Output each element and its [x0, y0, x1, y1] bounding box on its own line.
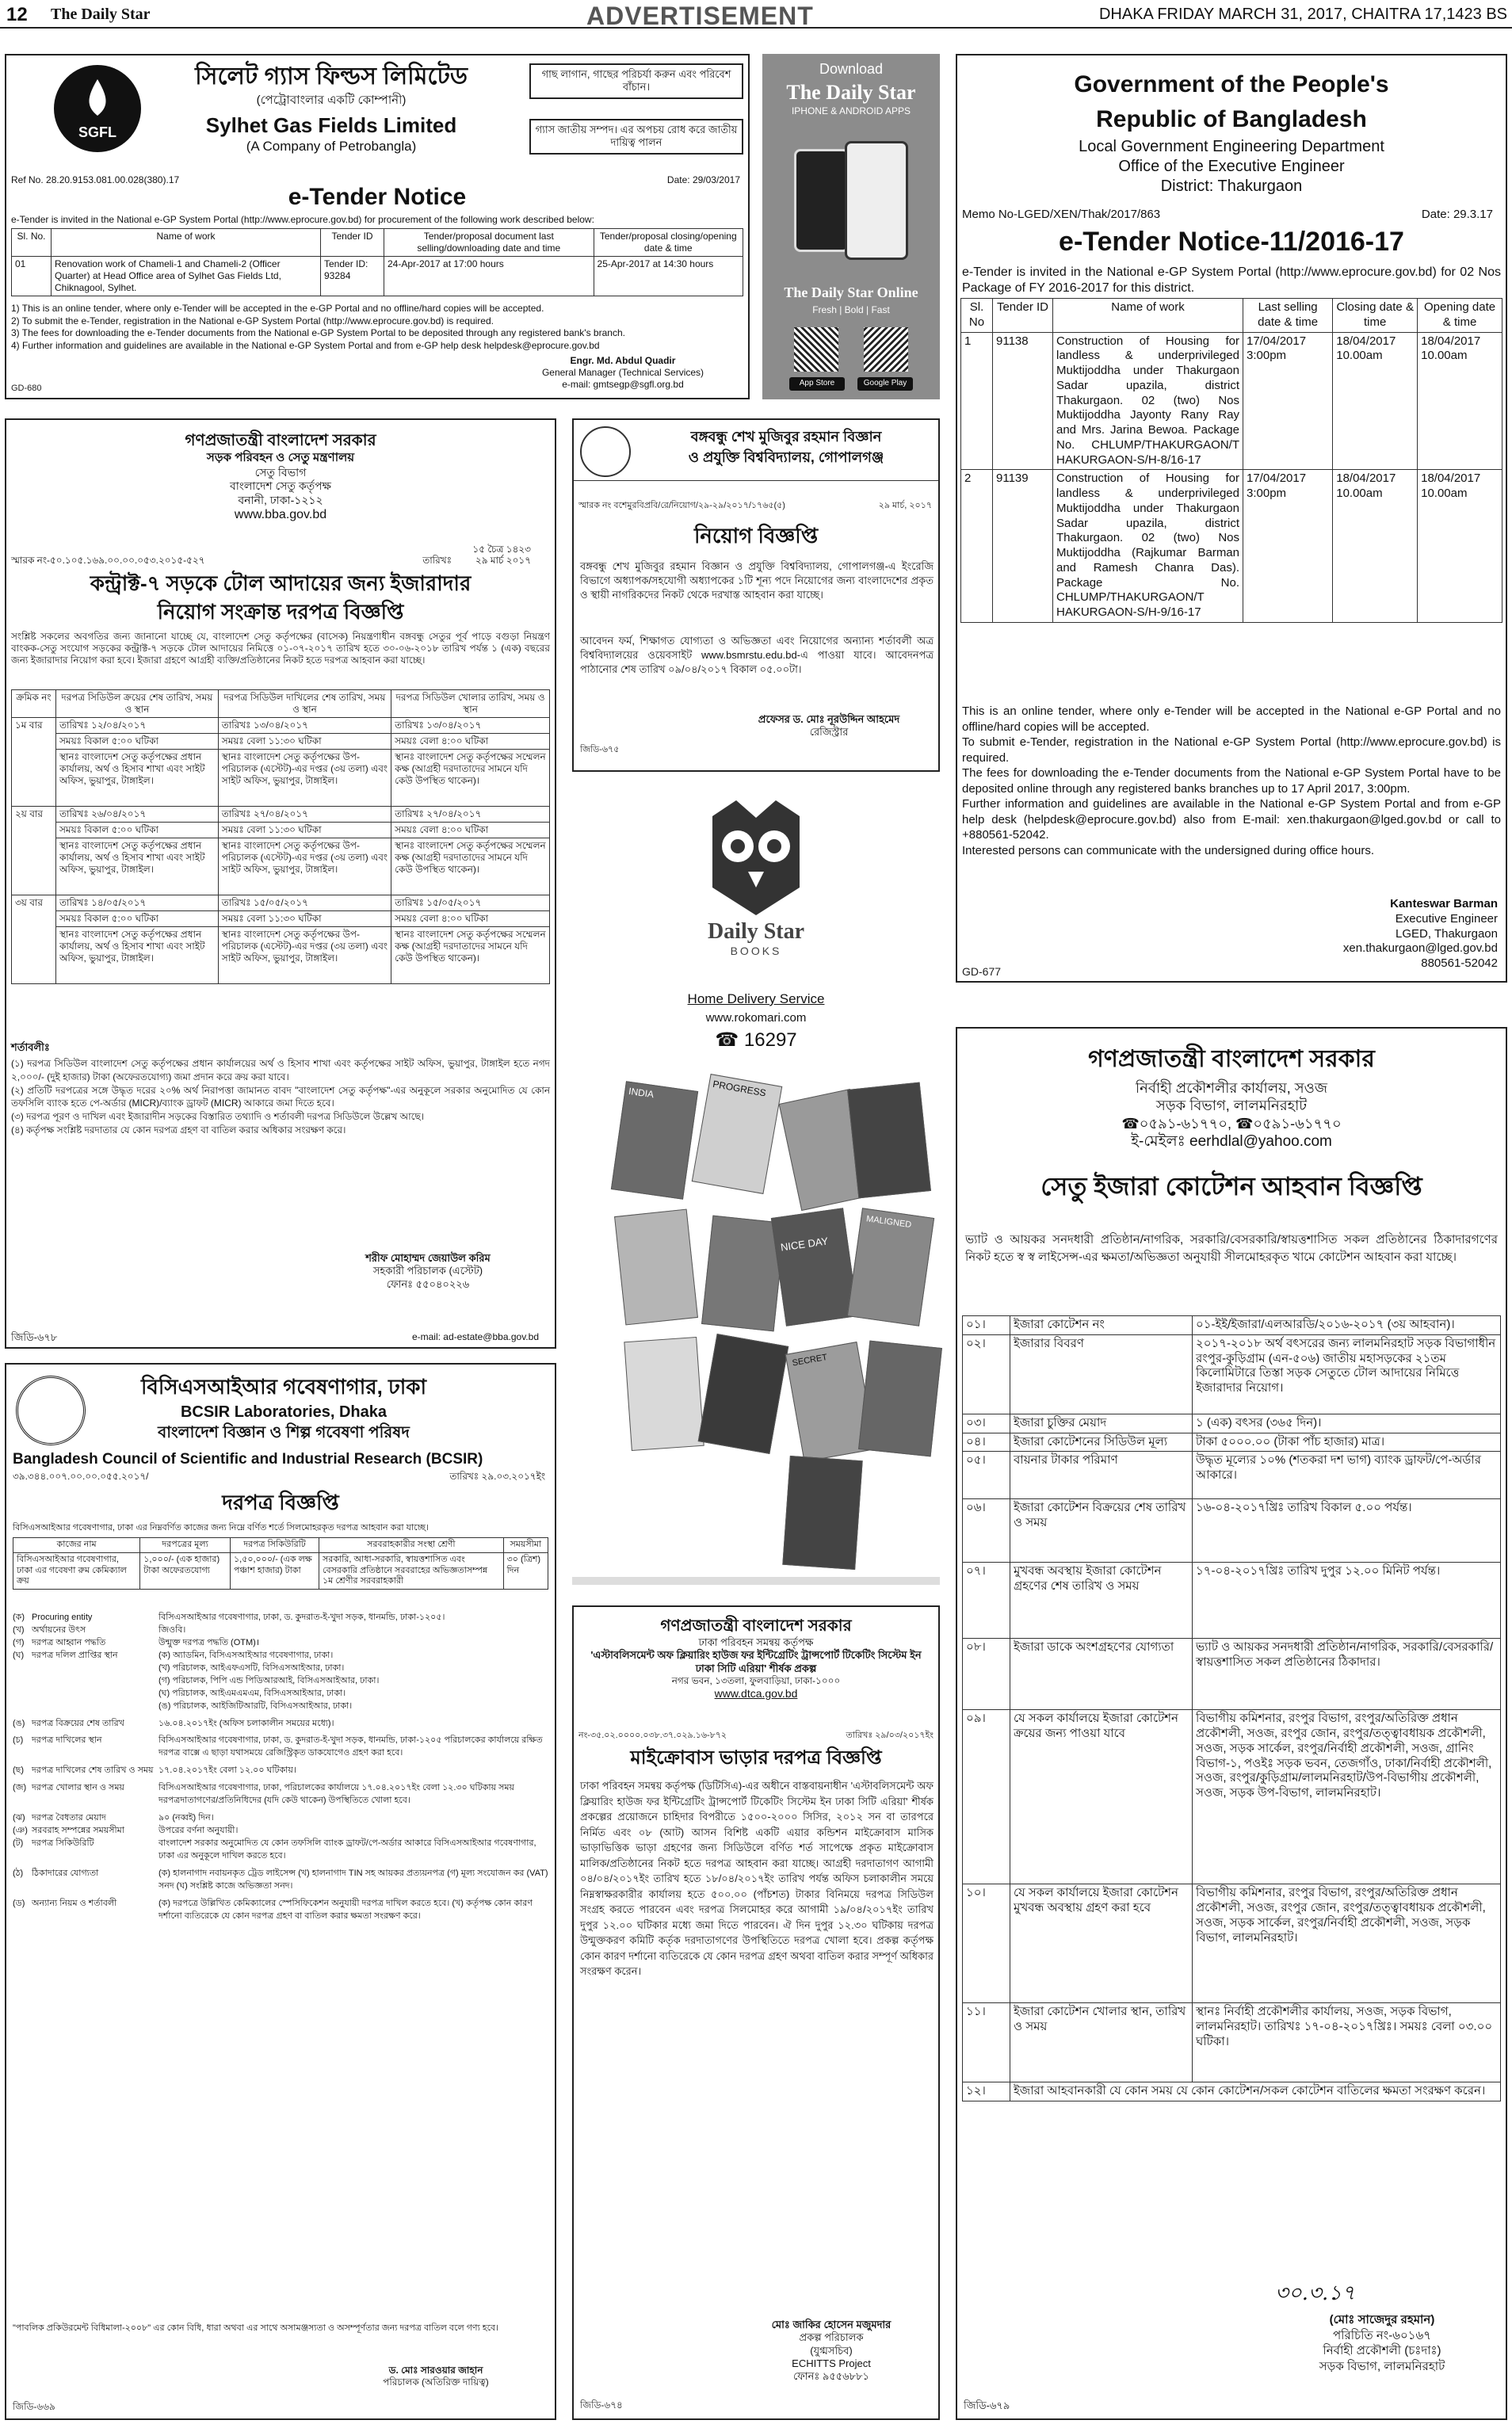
bba-intro: সংশ্লিষ্ট সকলের অবগতির জন্য জানানো যাচ্ছে যে, বাংলাদেশ সেতু কর্তৃপক্ষের (বাসেক) নিয়ন্ত্রণাধীন বঙ্গবন্ধু সেতুর পূর্ব পাড়ে বগুড়া নিয়ন্ত্রণ বাংকক-সেতু সংযোগ সড়কের কন্ট্রাক্ট-৭ সড়কে টোল আদায়ের নিমিত্তে ০১-০৭-২০১৭ তারিখ হতে ৩০-০৬-২০১৮ তারিখ পর্যন্ত ১ (এক) বছরের জন্য ইজারাদার নিয়োগ করা হবে। ইজারা গ্রহণে আগ্রহী ব্যক্তি/প্রতিষ্ঠানের নিকট হতে দরপত্র আহবান করা যাচ্ছে।	[11, 631, 550, 666]
bcsir-date: তারিখঃ ২৯.০৩.২০১৭ইং	[449, 1471, 545, 1482]
phone-mockup-2	[845, 141, 908, 260]
phone-mockup-1	[794, 149, 850, 252]
lged-table: Sl. No Tender ID Name of work Last selling date & time Closing date & time Opening date & time 1 91138 Construction of Housing for landless & underprivileged Muktijoddha under Thakurgaon Sadar upazila, district Thakurgaon. 02 (two) Nos Muktijoddha Jayonty Rany Ray and Mrs. Jarina Bewoa. Package No. CHLUMP/THAKURGAON/T HAKURGAON-S/H-8/16-17 17/04/2017 3:00pm 18/04/2017 10.00am 18/04/2017 10.00am 2 91139 Construction of Housing for landless & underprivileged Muktijoddha under Thakurgaon Sadar upazila, district Thakurgaon. 02 (two) Nos Muktijoddha (Rajkumar Barman and Ramesh Chanra Das). Package No. CHLUMP/THAKURGAON/T HAKURGAON-S/H-9/16-17 17/04/2017 3:00pm 18/04/2017 10.00am 18/04/2017 10.00am	[960, 298, 1502, 623]
dtca-project: 'এস্টাবলিসমেন্ট অফ ক্লিয়ারিং হাউজ ফর ইন্টিগ্রেটিং ট্রান্সপোর্ট টিকেটিং সিস্টেম ইন ঢাকা সিটি এরিয়া' শীর্ষক প্রকল্প	[590, 1649, 922, 1674]
bba-title-2: নিয়োগ সংক্রান্ত দরপত্র বিজ্ঞপ্তি	[157, 600, 404, 624]
book-cover: INDIA	[611, 1081, 698, 1199]
bcsir-items	[13, 1612, 548, 1923]
table-row: ০৪। ইজারা কোটেশনের সিডিউল মূল্য টাকা ৫০০০.০০ (টাকা পাঁচ হাজার) মাত্র।	[963, 1433, 1501, 1452]
bcsir-logo	[16, 1376, 86, 1445]
table-row: বিসিএসআইআর গবেষণাগার, ঢাকা এর গবেষণা রুম কেমিক্যাল ক্রয় ১,০০০/- (এক হাজার) টাকা অফেরতযোগ্য ১,৫০,০০০/- (এক লক্ষ পঞ্চাশ হাজার) টাকা সরকারি, আধা-সরকারি, স্বায়ত্তশাসিত এবং বেসরকারি প্রতিষ্ঠানে সরবরাহের অভিজ্ঞতাসম্পন্ন ১ম শ্রেণীর সরবরাহকারী ৩০ (ত্রিশ) দিন	[13, 1552, 548, 1589]
lged-notice-title: e-Tender Notice-11/2016-17	[1059, 227, 1404, 257]
book-cover	[698, 1334, 789, 1454]
table-row: 2 91139 Construction of Housing for landless & underprivileged Muktijoddha under Thakurgaon Sadar upazila, district Thakurgaon. 02 (two) Nos Muktijoddha (Rajkumar Barman and Ramesh Chanra Das). Package No. CHLUMP/THAKURGAON/T HAKURGAON-S/H-9/16-17 17/04/2017 3:00pm 18/04/2017 10.00am 18/04/2017 10.00am	[961, 470, 1502, 623]
owl-logo-icon	[704, 800, 808, 919]
bba-signature: শরীফ মোহাম্মদ জেয়াউল করিম সহকারী পরিচালক (এস্টেট) ফোনঃ ৫৫০৪০২২৬	[365, 1252, 491, 1290]
books-sub: BOOKS	[730, 945, 782, 957]
list-item: (ঞ) সরবরাহ সম্পন্নের সময়সীমা উপরের বর্ণনা অনুযায়ী।	[13, 1826, 239, 1836]
bsmrstu-body: বঙ্গবন্ধু শেখ মুজিবুর রহমান বিজ্ঞান ও প্রযুক্তি বিশ্ববিদ্যালয়, গোপালগঞ্জ-এ ইংরেজি বিভাগে অধ্যাপক/সহযোগী অধ্যাপকের ১টি শূন্য পদে নিয়োগের জন্য বাংলাদেশের প্রকৃত ও স্থায়ী নাগরিকদের নিকট থেকে দরখাস্ত আহবান করা যাচ্ছে।	[580, 560, 934, 601]
bba-email: e-mail: ad-estate@bba.gov.bd	[411, 1331, 539, 1342]
lged-signature: Kanteswar Barman Executive Engineer LGED, Thakurgaon xen.thakurgaon@lged.gov.bd 880561-52042	[1342, 897, 1498, 970]
bsmrstu-body-2: আবেদন ফর্ম, শিক্ষাগত যোগ্যতা ও অভিজ্ঞতা এবং নিয়োগের অন্যান্য শর্তাবলী অত্র বিশ্ববিদ্যালয়ের ওয়েবসাইট www.bsmrstu.edu.bd-এ পাওয়া যাবে। আবেদনপত্র পাঠানোর শেষ তারিখ ০৯/০৪/২০১৭ বিকাল ০৫.০০টা।	[580, 635, 934, 676]
rhd-quotation-ad	[956, 1027, 1507, 2420]
qr-code-ios	[794, 327, 838, 372]
bsmrstu-recruitment-ad	[572, 418, 940, 772]
bba-ministry: সড়ক পরিবহন ও সেতু মন্ত্রণালয়	[206, 451, 355, 464]
dateline: DHAKA FRIDAY MARCH 31, 2017, CHAITRA 17,1423 BS	[1098, 6, 1507, 23]
dtca-ref: নং-৩৫.০২.০০০০.০৩৮.৩৭.০২৯.১৬-৮৭২	[578, 1731, 727, 1740]
bcsir-heading: দরপত্র বিজ্ঞপ্তি	[222, 1491, 339, 1514]
app-platforms: IPHONE & ANDROID APPS	[791, 105, 911, 116]
bba-date-bn: ১৫ চৈত্র ১৪২৩	[472, 544, 531, 555]
google-play-badge[interactable]: Google Play	[857, 377, 913, 391]
table-row: ০৯। যে সকল কার্যালয়ে ইজারা কোটেশন ক্রয়ের জন্য পাওয়া যাবে বিভাগীয় কমিশনার, রংপুর বিভাগ, রংপুর/অতিরিক্ত প্রধান প্রকৌশলী, সওজ, রংপুর জোন, রংপুর/তত্ত্বাবধায়ক প্রকৌশলী, সওজ, সড়ক সার্কেল, রংপুর/নির্বাহী প্রকৌশলী, সওজ, গ্রানিং বিভাগ-১, পওইঃ সড়ক ভবন, তেজগাঁও, ঢাকা/নির্বাহী প্রকৌশলী, সওজ, রংপুর/কুড়িগ্রাম/লালমনিরহাট/উপ-বিভাগীয় প্রকৌশলী, সওজ, সড়ক উপ-বিভাগ, লালমনিরহাট।	[963, 1710, 1501, 1884]
book-cover: PROGRESS	[692, 1074, 783, 1194]
bcsir-table: কাজের নাম দরপত্রের মূল্য দরপত্র সিকিউরিটি সরবরাহকারীর সংস্থা শ্রেণী সময়সীমা বিসিএসআইআর গবেষণাগার, ঢাকা এর গবেষণা রুম কেমিক্যাল ক্রয় ১,০০০/- (এক হাজার) টাকা অফেরতযোগ্য ১,৫০,০০০/- (এক লক্ষ পঞ্চাশ হাজার) টাকা সরকারি, আধা-সরকারি, স্বায়ত্তশাসিত এবং বেসরকারি প্রতিষ্ঠানে সরবরাহের অভিজ্ঞতাসম্পন্ন ১ম শ্রেণীর সরবরাহকারী ৩০ (ত্রিশ) দিন	[13, 1537, 548, 1590]
sgfl-tender-ad	[5, 54, 750, 399]
bba-date-label: তারিখঃ	[422, 555, 452, 566]
bcsir-title-en: BCSIR Laboratories, Dhaka	[180, 1403, 388, 1421]
sgfl-code: GD-680	[11, 384, 42, 393]
university-logo	[580, 426, 631, 477]
bsmrstu-date: ২৯ মার্চ, ২০১৭	[878, 501, 932, 510]
sgfl-slogan-1: গাছ লাগান, গাছের পরিচর্যা করুন এবং পরিবেশ বাঁচান।	[529, 63, 743, 99]
table-row: ১১। ইজারা কোটেশন খোলার স্থান, তারিখ ও সময় স্থানঃ নির্বাহী প্রকৌশলীর কার্যালয়, সওজ, সড়ক বিভাগ, লালমনিরহাট। তারিখঃ ১৭-০৪-২০১৭খ্রিঃ। সময়ঃ বেলা ০৩.০০ ঘটিকা।	[963, 2003, 1501, 2082]
lged-code: GD-677	[962, 965, 1002, 978]
rhd-division: সড়ক বিভাগ, লালমনিরহাট	[1155, 1097, 1308, 1113]
dtca-gov: গণপ্রজাতন্ত্রী বাংলাদেশ সরকার	[660, 1617, 852, 1635]
dtca-website[interactable]: www.dtca.gov.bd	[714, 1686, 798, 1700]
dtca-address: নগর ভবন, ১৩তলা, ফুলবাড়িয়া, ঢাকা-১০০০	[671, 1674, 841, 1686]
bba-tender-ad	[5, 418, 556, 1349]
bcsir-title-bn: বিসিএসআইআর গবেষণাগার, ঢাকা	[140, 1375, 427, 1399]
dtca-signature: মোঃ জাকির হোসেন মজুমদার প্রকল্প পরিচালক (যুগ্মসচিব) ECHITTS Project ফোনঃ ৯৫৫৬৮৮১	[771, 2319, 892, 2382]
lged-intro: e-Tender is invited in the National e-GP System Portal (http://www.eprocure.gov.bd) for 02 Nos Package of FY 2016-2017 for this district.	[962, 265, 1501, 295]
list-item: (ট) দরপত্র সিকিউরিটি বাংলাদেশ সরকার অনুমোদিত যে কোন তফসিলি ব্যাংক ড্রাফট/পে-অর্ডার আকারে বিসিএসআইআর গবেষণাগার, ঢাকা এর অনুকূলে দাখিল করতে হবে।	[13, 1838, 536, 1861]
sgfl-title-bn: সিলেট গ্যাস ফিল্ডস লিমিটেড	[195, 63, 468, 90]
sgfl-signature: Engr. Md. Abdul Quadir General Manager (Technical Services) e-mail: gmtsegp@sgfl.org.bd	[541, 355, 704, 390]
dtca-authority: ঢাকা পরিবহন সমন্বয় কর্তৃপক্ষ	[698, 1636, 814, 1648]
bsmrstu-signature: প্রফেসর ড. মোঃ নূরউদ্দিন আহমেদ রেজিস্ট্রার	[758, 713, 900, 739]
table-row: ৩য় বার তারিখঃ ১৪/০৫/২০১৭ তারিখঃ ১৫/০৫/২০১৭ তারিখঃ ১৫/০৫/২০১৭	[12, 895, 550, 911]
bsmrstu-code: জিডি-৬৭৫	[580, 745, 620, 754]
bba-authority: বাংলাদেশ সেতু কর্তৃপক্ষ	[230, 479, 331, 493]
app-online-label: The Daily Star Online	[784, 284, 918, 300]
books-phone: ☎ 16297	[715, 1029, 797, 1051]
bcsir-council-bn: বাংলাদেশ বিজ্ঞান ও শিল্প গবেষণা পরিষদ	[158, 1424, 410, 1441]
list-item: (ঠ) ঠিকাদারের যোগ্যতা (ক) হালনাগাদ নবায়নকৃত ট্রেড লাইসেন্স (খ) হালনাগাদ TIN সহ আয়কর প্রত্যয়নপত্র (গ) মূল্য সংযোজন কর (VAT) সনদ (ঘ) সংশ্লিষ্ট কাজে অভিজ্ঞতা সনদ।	[13, 1868, 548, 1891]
table-row: ০১। ইজারা কোটেশন নং ০১-ইই/ইজারা/এলআরডি/২০১৬-২০১৭ (৩য় আহবান)।	[963, 1316, 1501, 1335]
lged-notes: This is an online tender, where only e-Tender will be accepted in the National e-GP Portal and no offline/hard copies will be accepted. To submit e-Tender, registration in the National e-GP System Portal (http://www.eprocure.gov.bd) is required. The fees for downloading the e-Tender documents from the National e-GP System Portal have to be deposited online through any registered banks branches up to 17 April 2017, 3:00pm. Further information and guidelines are available in the National e-GP System Portal and from e-GP help desk (helpdesk@eprocure.gov.bd) also from E-mail: xen.thakurgaon@lged.gov.bd or call to +880561-52042. Interested persons can communicate with the undersigned during office hours.	[962, 704, 1501, 857]
table-row: 1 91138 Construction of Housing for landless & underprivileged Muktijoddha under Thakurgaon Sadar upazila, district Thakurgaon. 02 (two) Nos Muktijoddha Jayonty Rany Ray and Mrs. Jarina Bewoa. Package No. CHLUMP/THAKURGAON/T HAKURGAON-S/H-8/16-17 17/04/2017 3:00pm 18/04/2017 10.00am 18/04/2017 10.00am	[961, 332, 1502, 470]
qr-code-android	[864, 327, 908, 372]
lged-gov-line2: Republic of Bangladesh	[1096, 105, 1367, 132]
bcsir-footer: "পাবলিক প্রকিউরমেন্ট বিধিমালা-২০০৮" এর কোন বিধি, ধারা অথবা এর সাথে অসামঞ্জস্যতা ও অসম্পূর্ণতার জন্য দরপত্র বাতিল বলে গণ্য হবে।	[13, 2323, 499, 2333]
sgfl-table: Sl. No. Name of work Tender ID Tender/proposal document last selling/downloading date and time Tender/proposal closing/opening date & time 01 Renovation work of Chameli-1 and Chameli-2 (Officer Quarter) at Head Office area of Sylhet Gas Fields Ltd, Chiknagool, Sylhet. Tender ID: 93284 24-Apr-2017 at 17:00 hours 25-Apr-2017 at 14:30 hours	[11, 228, 743, 296]
lged-date: Date: 29.3.17	[1421, 208, 1493, 221]
list-item: (ঝ) দরপত্র বৈধতার মেয়াদ ৯০ (নব্বই) দিন।	[13, 1813, 214, 1823]
page-number: 12	[6, 4, 28, 25]
table-row: ০২। ইজারার বিবরণ ২০১৭-২০১৮ অর্থ বৎসরের জন্য লালমনিরহাট সড়ক বিভাগাধীন রংপুর-কুড়িগ্রাম (এন-৫০৬) জাতীয় মহাসড়কের ২১তম কিলোমিটারে তিস্তা সড়ক সেতুতে টোল আদায়ের নিমিত্তে ইজারাদার নিয়োগ।	[963, 1334, 1501, 1414]
table-row: ১ম বার তারিখঃ ১২/০৪/২০১৭ তারিখঃ ১৩/০৪/২০১৭ তারিখঃ ১৩/০৪/২০১৭	[12, 718, 550, 734]
table-row: ১২। ইজারা আহবানকারী যে কোন সময় যে কোন কোটেশন/সকল কোটেশন বাতিলের ক্ষমতা সংরক্ষণ করেন।	[963, 2082, 1501, 2101]
table-row: ২য় বার তারিখঃ ২৬/০৪/২০১৭ তারিখঃ ২৭/০৪/২০১৭ তারিখঃ ২৭/০৪/২০১৭	[12, 807, 550, 823]
list-item: (ক) Procuring entity বিসিএসআইআর গবেষণাগার, ঢাকা, ড. কুদরাত-ই-খুদা সড়ক, ধানমন্ডি, ঢাকা-১২০৫।	[13, 1613, 445, 1622]
bba-gov: গণপ্রজাতন্ত্রী বাংলাদেশ সরকার	[185, 432, 376, 449]
table-row: ১০। যে সকল কার্যালয়ে ইজারা কোটেশন মুখবন্ধ অবস্থায় গ্রহণ করা হবে বিভাগীয় কমিশনার, রংপুর বিভাগ, রংপুর/অতিরিক্ত প্রধান প্রকৌশলী, সওজ, রংপুর জোন, রংপুর/তত্ত্বাবধায়ক প্রকৌশলী, সওজ, সড়ক সার্কেল, রংপুর/নির্বাহী প্রকৌশলী, সওজ, সড়ক বিভাগ, লালমনিরহাট।	[963, 1884, 1501, 2003]
books-brand: Daily Star	[707, 919, 805, 944]
section-title: ADVERTISEMENT	[586, 2, 814, 30]
list-item: (ঘ) দরপত্র দলিল প্রাপ্তির স্থান (ক) অ্যাডমিন, বিসিএসআইআর গবেষণাগার, ঢাকা। (খ) পরিচালক, আইএফএসটি, বিসিএসআইআর, ঢাকা। (গ) পরিচালক, পিপি এন্ড পিডিআরআই, বিসিএসআইআর, ঢাকা। (ঘ) পরিচালক, আইএমএমএম, বিসিএসআইআর, ঢাকা। (ঙ) পরিচালক, আইজিটিআরটি, বিসিএসআইআর, ঢাকা।	[13, 1650, 380, 1711]
sgfl-slogan-2: গ্যাস জাতীয় সম্পদ। এর অপচয় রোধ করে জাতীয় দায়িত্ব পালন	[529, 119, 743, 155]
bsmrstu-heading: নিয়োগ বিজ্ঞপ্তি	[693, 524, 819, 548]
sgfl-ref: Ref No. 28.20.9153.081.00.028(380).17	[11, 174, 180, 185]
bba-ref: স্মারক নং-৫০.১০৫.১৬৯.০০.০০.০৫৩.২০১৫-৫২৭	[11, 555, 205, 566]
book-cover: NICE DAY	[771, 1208, 858, 1326]
bba-table: ক্রমিক নং দরপত্র সিডিউল ক্রয়ের শেষ তারিখ, সময় ও স্থান দরপত্র সিডিউল দাখিলের শেষ তারিখ, সময় ও স্থান দরপত্র সিডিউল খোলার তারিখ, সময় ও স্থান ১ম বার তারিখঃ ১২/০৪/২০১৭ তারিখঃ ১৩/০৪/২০১৭ তারিখঃ ১৩/০৪/২০১৭ সময়ঃ বিকাল ৫:০০ ঘটিকা সময়ঃ বেলা ১১:৩০ ঘটিকা সময়ঃ বেলা ৪:০০ ঘটিকা স্থানঃ বাংলাদেশ সেতু কর্তৃপক্ষের প্রধান কার্যালয়, অর্থ ও হিসাব শাখা এবং সাইট অফিস, ভুয়াপুর, টাঙ্গাইল। স্থানঃ বাংলাদেশ সেতু কর্তৃপক্ষের উপ-পরিচালক (এস্টেট)-এর দপ্তর (৩য় তলা) এবং সাইট অফিস, ভুয়াপুর, টাঙ্গাইল। স্থানঃ বাংলাদেশ সেতু কর্তৃপক্ষের সম্মেলন কক্ষ (আগ্রহী দরদাতাদের সামনে যদি কেউ উপস্থিত থাকেন)। ২য় বার তারিখঃ ২৬/০৪/২০১৭ তারিখঃ ২৭/০৪/২০১৭ তারিখঃ ২৭/০৪/২০১৭ সময়ঃ বিকাল ৫:০০ ঘটিকা সময়ঃ বেলা ১১:৩০ ঘটিকা সময়ঃ বেলা ৪:০০ ঘটিকা স্থানঃ বাংলাদেশ সেতু কর্তৃপক্ষের প্রধান কার্যালয়, অর্থ ও হিসাব শাখা এবং সাইট অফিস, ভুয়াপুর, টাঙ্গাইল। স্থানঃ বাংলাদেশ সেতু কর্তৃপক্ষের উপ-পরিচালক (এস্টেট)-এর দপ্তর (৩য় তলা) এবং সাইট অফিস, ভুয়াপুর, টাঙ্গাইল। স্থানঃ বাংলাদেশ সেতু কর্তৃপক্ষের সম্মেলন কক্ষ (আগ্রহী দরদাতাদের সামনে যদি কেউ উপস্থিত থাকেন)। ৩য় বার তারিখঃ ১৪/০৫/২০১৭ তারিখঃ ১৫/০৫/২০১৭ তারিখঃ ১৫/০৫/২০১৭ সময়ঃ বিকাল ৫:০০ ঘটিকা সময়ঃ বেলা ১১:৩০ ঘটিকা সময়ঃ বেলা ৪:০০ ঘটিকা স্থানঃ বাংলাদেশ সেতু কর্তৃপক্ষের প্রধান কার্যালয়, অর্থ ও হিসাব শাখা এবং সাইট অফিস, ভুয়াপুর, টাঙ্গাইল। স্থানঃ বাংলাদেশ সেতু কর্তৃপক্ষের উপ-পরিচালক (এস্টেট)-এর দপ্তর (৩য় তলা) এবং সাইট অফিস, ভুয়াপুর, টাঙ্গাইল। স্থানঃ বাংলাদেশ সেতু কর্তৃপক্ষের সম্মেলন কক্ষ (আগ্রহী দরদাতাদের সামনে যদি কেউ উপস্থিত থাকেন)।	[11, 689, 550, 984]
table-row: 01 Renovation work of Chameli-1 and Chameli-2 (Officer Quarter) at Head Office area of Sylhet Gas Fields Ltd, Chiknagool, Sylhet. Tender ID: 93284 24-Apr-2017 at 17:00 hours 25-Apr-2017 at 14:30 hours	[12, 257, 743, 296]
dtca-code: জিডি-৬৭৪	[580, 2399, 623, 2411]
book-cover	[847, 1082, 931, 1199]
list-item: (জ) দরপত্র খোলার স্থান ও সময় বিসিএসআইআর গবেষণাগার, ঢাকা, পরিচালকের কার্যালয়ে ১৭.০৪.২০১৭ইং বেলা ১২.৩০ ঘটিকায় সময় দরপত্রদাতাগণের/প্রতিনিধিদের (যদি কেউ থাকেন) উপস্থিতিতে খোলা হবে।	[13, 1783, 514, 1806]
table-row: ০৫। বায়নার টাকার পরিমাণ উদ্ধৃত মূল্যের ১০% (শতকরা দশ ভাগ) ব্যাংক ড্রাফট/পে-অর্ডার আকারে।	[963, 1452, 1501, 1499]
bsmrstu-ref: স্মারক নং বশেমুরবিপ্রবি/রে/নিয়োগ/২৯-২৯/২০১৭/১৭৬৫(৫)	[578, 501, 785, 510]
rhd-office: নির্বাহী প্রকৌশলীর কার্যালয়, সওজ	[1136, 1079, 1327, 1096]
book-cover	[858, 1341, 942, 1457]
paper-name: The Daily Star	[51, 6, 151, 23]
dtca-tender-ad	[572, 1605, 940, 2420]
bba-date-en: ২৯ মার্চ ২০১৭	[475, 555, 531, 566]
lged-tender-ad	[956, 54, 1507, 983]
sgfl-intro: e-Tender is invited in the National e-GP System Portal (http://www.eprocure.gov.bd) for procurement of the following work described below:	[11, 214, 594, 225]
book-cover: SECRET	[785, 1342, 876, 1462]
bba-code: জিডি-৬৭৮	[11, 1331, 58, 1343]
bba-address: বনানী, ঢাকা-১২১২	[238, 493, 323, 506]
rhd-signature: (মোঃ সাজেদুর রহমান) পরিচিতি নং-৬০১৬৭ নির্বাহী প্রকৌশলী (চঃদাঃ) সড়ক বিভাগ, লালমনিরহাট	[1319, 2313, 1445, 2373]
app-brand: The Daily Star	[786, 80, 916, 104]
book-cover	[624, 1337, 704, 1451]
phone-icon: ☎	[715, 1029, 739, 1051]
sgfl-notes: 1) This is an online tender, where only e-Tender will be accepted in the e-GP Portal and no offline/hard copies will be accepted. 2) To submit the e-Tender, registration in the National e-GP System Portal (http://www.eprocure.gov.bd) is required. 3) The fees for downloading the e-Tender documents from the National e-GP System Portal to be deposited through any registered bank's branch. 4) Further information and guidelines are available in the National e-GP System Portal and from e-GP help desk helpdesk@eprocure.gov.bd	[11, 303, 625, 351]
rhd-table	[962, 1315, 1501, 2101]
books-ad-bottom-bar	[572, 1577, 940, 1585]
rhd-gov: গণপ্রজাতন্ত্রী বাংলাদেশ সরকার	[1088, 1046, 1375, 1072]
lged-gov-line1: Government of the People's	[1074, 71, 1389, 97]
sgfl-subtitle-en: (A Company of Petrobangla)	[246, 139, 417, 154]
bba-terms-label: শর্তাবলীঃ	[11, 1041, 50, 1053]
rhd-heading: সেতু ইজারা কোটেশন আহবান বিজ্ঞপ্তি	[1040, 1171, 1422, 1201]
table-row: ০৬। ইজারা কোটেশন বিক্রয়ের শেষ তারিখ ও সময় ১৬-০৪-২০১৭খ্রিঃ তারিখ বিকাল ৫.০০ পর্যন্ত।	[963, 1499, 1501, 1563]
dtca-body: ঢাকা পরিবহন সমন্বয় কর্তৃপক্ষ (ডিটিসিএ)-এর অধীনে বাস্তবায়নাধীন 'এস্টাবলিসমেন্ট অফ ক্লিয়ারিং হাউজ ফর ইন্টিগ্রেটিং ট্রান্সপোর্ট টিকেটিং সিস্টেম ইন ঢাকা সিটি এরিয়া' শীর্ষক প্রকল্পের প্রয়োজনে চাহিদার বিপরীতে ১৫০০-২০০০ সিসির, ২০১২ সন বা তারপরে নির্মিত এবং ০৮ (আট) আসন বিশিষ্ট একটি এয়ার কন্ডিশন মাইক্রোবাস মাসিক ভাড়াভিত্তিক ভাড়া গ্রহণের জন্য সিডিউলে বর্ণিত শর্ত সাপেক্ষে প্রকৃত মাইক্রোবাস মালিক/প্রতিষ্ঠানের নিকট হতে দরপত্র আহবান করা যাচ্ছে। আগ্রহী দরদাতাগণ আগামী ০৪/০৪/২০১৭ইং তারিখ হতে ১৮/০৪/২০১৭ইং তারিখ পর্যন্ত অফিস চলাকালীন সময়ে নিম্নস্বাক্ষরকারীর কার্যালয় হতে ৫০০.০০ (পাঁচশত) টাকার বিনিময়ে দরপত্র সিডিউল সংগ্রহ করতে পারবেন এবং দরপত্র সিলমোহর করে আগামী ১৯/০৪/২০১৭ইং তারিখ দুপুর ১২.০০ ঘটিকার মধ্যে জমা দিতে পারবেন। ঐ দিন দুপুর ১২.৩০ ঘটিকায় দরপত্র উন্মুক্তকরণ কমিটি কর্তৃক দরদাতাগণের উপস্থিতিতে দরপত্র খোলা হবে। প্রকল্প কর্তৃপক্ষ কোন কারণ দর্শানো ব্যতিরেকে যে কোন দরপত্র গ্রহণ অথবা বাতিল করার সম্পূর্ণ অধিকার সংরক্ষণ করেন।	[580, 1780, 934, 1977]
page-header	[0, 0, 1512, 29]
download-label: Download	[819, 61, 884, 77]
lged-memo: Memo No-LGED/XEN/Thak/2017/863	[962, 208, 1161, 221]
rhd-code: জিডি-৬৭৯	[964, 2399, 1010, 2411]
bcsir-intro: বিসিএসআইআর গবেষণাগার, ঢাকা এর নিম্নবর্ণিত কাজের জন্য নিম্নে বর্ণিত শর্তে সিলমোহরকৃত দরপত্র আহবান করা যাচ্ছে।	[13, 1523, 429, 1533]
app-store-badge[interactable]: App Store	[789, 377, 845, 391]
list-item: (খ) অর্থায়নের উৎস জিওবি।	[13, 1624, 186, 1635]
rhd-intro: ভ্যাট ও আয়কর সনদধারী প্রতিষ্ঠান/নাগরিক, সরকারি/বেসরকারি/স্বায়ত্তশাসিত সকল প্রতিষ্ঠানের ঠিকাদারগণের নিকট হতে স্ব স্ব লাইসেন্স-এর ক্ষমতা/অভিজ্ঞতা অনুযায়ী সীলমোহরকৃত খামে কোটেশন আহবান করা যাচ্ছে।	[965, 1233, 1498, 1264]
bba-division: সেতু বিভাগ	[254, 465, 307, 479]
sgfl-logo: SGFL	[54, 65, 141, 152]
bsmrstu-title-1: বঙ্গবন্ধু শেখ মুজিবুর রহমান বিজ্ঞান	[690, 429, 882, 445]
bba-terms: (১) দরপত্র সিডিউল বাংলাদেশ সেতু কর্তৃপক্ষের প্রধান কার্যালয়ের অর্থ ও হিসাব শাখা এবং কর্তৃপক্ষের সাইট অফিস, ভুয়াপুর, টাঙ্গাইল হতে নগদ ২,০০০/- (দুই হাজার) টাকা (অফেরতযোগ্য) জমা প্রদান করে ক্রয় করা যাবে। (২) প্রতিটি দরপত্রের সঙ্গে উদ্ধৃত দরের ২০% অর্থ নিরাপত্তা জামানত বাবদ "বাংলাদেশ সেতু কর্তৃপক্ষ"-এর অনুকূলে সরকার অনুমোদিত যে কোন তফসিলি ব্যাংক হতে পে-অর্ডার (MICR)/ব্যাংক ড্রাফট (MICR) আকারে জমা দিতে হবে। (৩) দরপত্র পূরণ ও দাখিল এবং ইজারাদীন সড়কের বিস্তারিত তথ্যাদি ও শর্তাবলী দরপত্র সিডিউলে উল্লেখ আছে। (৪) কর্তৃপক্ষ সংশ্লিষ্ট দরদাতার যে কোন দরপত্র গ্রহণ বা বাতিল করার অধিকার সংরক্ষণ করে।	[11, 1058, 550, 1136]
books-service: Home Delivery Service	[687, 991, 825, 1006]
bcsir-ref: ৩৯.৩৪৪.০০৭.০০.০০.০৫৫.২০১৭/	[13, 1471, 149, 1482]
list-item: (ঙ) দরপত্র বিক্রয়ের শেষ তারিখ ১৬.০৪.২০১৭ইং (অফিস চলাকালীন সময়ের মধ্যে)।	[13, 1718, 334, 1728]
books-web[interactable]: www.rokomari.com	[705, 1011, 807, 1025]
list-item: (গ) দরপত্র আহ্বান পদ্ধতি উন্মুক্ত দরপত্র পদ্ধতি (OTM)।	[13, 1637, 259, 1647]
sgfl-date: Date: 29/03/2017	[666, 174, 740, 185]
rhd-phone: ☎০৫৯১-৬১৭৭০, ☎০৫৯১-৬১৭৭০	[1121, 1115, 1342, 1132]
bcsir-code: জিডি-৬৬৯	[13, 2401, 55, 2412]
bba-title-1: কন্ট্রাক্ট-৭ সড়কে টোল আদায়ের জন্য ইজারাদার	[90, 571, 472, 595]
table-row: ০৩। ইজারা চুক্তির মেয়াদ ১ (এক) বৎসর (৩৬৫ দিন)।	[963, 1414, 1501, 1433]
app-tagline: Fresh | Bold | Fast	[812, 304, 890, 315]
lged-district: District: Thakurgaon	[1160, 178, 1303, 195]
lged-office: Office of the Executive Engineer	[1118, 158, 1345, 175]
bba-website[interactable]: www.bba.gov.bd	[234, 508, 327, 522]
list-item: (ড) অন্যান্য নিয়ম ও শর্তাবলী (ক) দরপত্রে উল্লিখিত কেমিক্যালের স্পেসিফিকেশন অনুযায়ী দরপত্র দাখিল করতে হবে। (খ) কর্তৃপক্ষ কোন কারণ দর্শানো ব্যতিরেকে যে কোন দরপত্র গ্রহণ বা বাতিল করার ক্ষমতা সংরক্ষণ করে।	[13, 1898, 533, 1921]
book-cover: MALIGNED	[847, 1208, 934, 1326]
daily-star-app-ad	[762, 54, 940, 399]
rhd-handwritten-date: ৩০.৩.১৭	[1274, 2281, 1355, 2305]
list-item: (চ) দরপত্র দাখিলের স্থান বিসিএসআইআর গবেষণাগার, ঢাকা, ড. কুদরাত-ই-খুদা সড়ক, ধানমন্ডি, ঢাকা-১২০৫ পরিচালকের কার্যালয়ে রক্ষিত দরপত্র বাক্সে এ ছাড়া যথাসময়ে রেজিস্ট্রিকৃত ডাকযোগেও গ্রহণ করা হবে।	[13, 1735, 543, 1758]
sgfl-notice-title: e-Tender Notice	[288, 184, 467, 210]
list-item: (ছ) দরপত্র দাখিলের শেষ তারিখ ও সময় ১৭.০৪.২০১৭ইং বেলা ১২.০০ ঘটিকায়।	[13, 1766, 296, 1776]
bsmrstu-title-2: ও প্রযুক্তি বিশ্ববিদ্যালয়, গোপালগঞ্জ	[688, 449, 884, 465]
book-cover	[782, 1456, 862, 1570]
table-row: ০৮। ইজারা ডাকে অংশগ্রহণের যোগ্যতা ভ্যাট ও আয়কর সনদধারী প্রতিষ্ঠান/নাগরিক, সরকারি/বেসরকারি/স্বায়ত্তশাসিত সকল প্রতিষ্ঠানের ঠিকাদার।	[963, 1639, 1501, 1710]
daily-star-books-ad	[572, 784, 940, 1585]
bcsir-tender-ad	[5, 1363, 556, 2420]
lged-dept: Local Government Engineering Department	[1079, 138, 1384, 155]
sgfl-subtitle-bn: (পেট্রোবাংলার একটি কোম্পানী)	[256, 94, 407, 107]
sgfl-title-en: Sylhet Gas Fields Limited	[205, 113, 457, 137]
book-cover	[614, 1209, 698, 1326]
bcsir-council-en: Bangladesh Council of Scientific and Industrial Research (BCSIR)	[13, 1451, 483, 1468]
bcsir-signature: ড. মোঃ সারওয়ার জাহান পরিচালক (অতিরিক্ত দায়িত্ব)	[383, 2365, 489, 2388]
dtca-date: তারিখঃ ২৯/০৩/২০১৭ইং	[846, 1731, 934, 1740]
dtca-heading: মাইক্রোবাস ভাড়ার দরপত্র বিজ্ঞপ্তি	[630, 1747, 882, 1769]
rhd-email: ই-মেইলঃ eerhdlal@yahoo.com	[1131, 1133, 1332, 1150]
table-row: ০৭। মুখবন্ধ অবস্থায় ইজারা কোটেশন গ্রহণের শেষ তারিখ ও সময় ১৭-০৪-২০১৭খ্রিঃ তারিখ দুপুর ১২.০০ মিনিট পর্যন্ত।	[963, 1563, 1501, 1639]
